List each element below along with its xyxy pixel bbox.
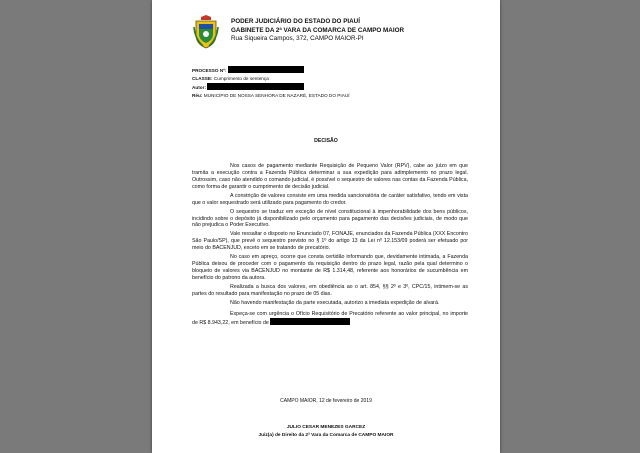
paragraph: O sequestro se traduz em exceção de nível constitucional à impenhorabilidade dos bens públicos, incidindo sobre o depósito já disponibilizado pelo orçamento para pagamento das decisões judiciais, de modo que não prejudica o Poder Executivo.: [192, 208, 468, 229]
signature-block: [152, 424, 500, 441]
reu-value: MUNICÍPIO DE NOSSA SENHORA DE NAZARÉ, ESTADO DO PIAUÍ: [203, 93, 350, 99]
decision-body: [192, 163, 468, 329]
court-name: PODER JUDICIÁRIO DO ESTADO DO PIAUÍ: [231, 18, 360, 25]
case-author-row: [192, 83, 350, 92]
final-paragraph: [192, 311, 468, 327]
paragraph: No caso em apreço, ocorre que consta certidão informando que, devidamente intimada, a Fazenda Pública deixou de proceder com o pagamento da requisição dentro do prazo legal, razão pela qual determino o bloqueio de valores via BACENJUD no montante de R$ 1.314,48, referente aos honorários de sucumbência em benefício do patrono da autora.: [192, 254, 468, 281]
case-info: [192, 66, 350, 100]
judge-role: Juiz(a) de Direito da 2ª Vara da Comarca de CAMPO MAIOR: [258, 433, 394, 439]
date-line: CAMPO MAIOR, 12 de fevereiro de 2019: [280, 398, 372, 404]
paragraph: Nos casos de pagamento mediante Requisição de Pequeno Valor (RPV), cabe ao juízo em que tramita a execução contra a Fazenda Pública determinar a sua expedição para adimplemento no prazo legal. Outrossim, caso não atendido o comando judicial, é possível o sequestro de valores nas contas da Fazenda Pública, como forma de garantir o cumprimento de decisão judicial.: [192, 163, 468, 190]
court-address: Rua Siqueira Campos, 372, CAMPO MAIOR-PI: [231, 35, 364, 43]
document-page: [152, 0, 500, 453]
processo-label: PROCESSO Nº:: [192, 68, 227, 73]
document-title: DECISÃO: [314, 138, 338, 144]
judge-name: JULIO CESAR MENEZES GARCEZ: [286, 425, 366, 430]
coat-of-arms-icon: [193, 15, 219, 49]
paragraph: A constrição de valores consiste em uma medida sancionatória de caráter satisfativo, tendo em vista que o valor sequestrado será utilizado para pagamento do credor.: [192, 192, 468, 206]
paragraph: Realizada a busca dos valores, em obediência ao o art. 854, §§ 2º e 3º, CPC/15, intimem-se as partes do resultado para manifestação no prazo de 05 dias.: [192, 283, 468, 297]
redacted-author: [207, 83, 304, 90]
redacted-case-number: [228, 66, 304, 73]
classe-value: Cumprimento de sentença: [213, 76, 269, 82]
paragraph: Não havendo manifestação da parte executada, autorizo a imediata expedição de alvará.: [230, 299, 440, 306]
case-number-row: [192, 66, 350, 75]
classe-label: CLASSE:: [192, 76, 213, 82]
court-office: GABINETE DA 2ª VARA DA COMARCA DE CAMPO MAIOR: [231, 26, 405, 34]
court-header: [231, 18, 404, 44]
final-paragraph-text: Expeça-se com urgência o Ofício Requisitório de Precatório referente ao valor principal, no importe de R$ 8.943,22, em benefício de: [192, 310, 468, 326]
redacted-beneficiary: [270, 318, 350, 325]
reu-label: Réu:: [192, 93, 203, 99]
paragraph: Vale ressaltar o disposto no Enunciado 07, FONAJE, enunciados da Fazenda Pública (XXX Encontro São Paulo/SP), que prevê o sequestro previsto no § 1º do artigo 13 da Lei nº 12.153/09 poderá ser efetuado por meio do BACENJUD, exceto em se tratando de precatório.: [192, 231, 468, 252]
case-defendant-row: [192, 92, 350, 100]
case-class-row: [192, 75, 350, 83]
autor-label: Autor:: [192, 85, 207, 91]
